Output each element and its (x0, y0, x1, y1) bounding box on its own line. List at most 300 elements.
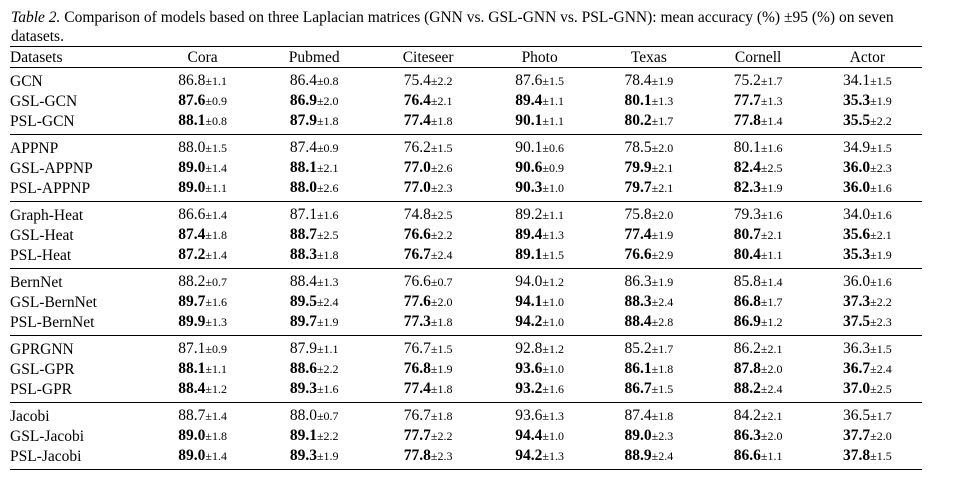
model-name: PSL-Jacobi (10, 446, 148, 470)
mean-accuracy: 85.2 (624, 340, 652, 357)
mean-accuracy: 36.0 (843, 179, 871, 196)
accuracy-cell (813, 446, 922, 470)
mean-accuracy: 87.9 (289, 112, 317, 129)
confidence-interval: ±1.6 (542, 382, 565, 396)
accuracy-cell (813, 111, 922, 135)
accuracy-cell (813, 135, 922, 159)
model-name: Graph-Heat (10, 206, 84, 224)
mean-accuracy: 88.7 (178, 407, 206, 424)
confidence-interval: ±1.1 (205, 362, 227, 376)
accuracy-cell (704, 225, 813, 245)
confidence-interval: ±1.0 (542, 429, 565, 443)
accuracy-cell (704, 403, 813, 427)
accuracy-cell (257, 245, 371, 269)
confidence-interval: ±2.4 (430, 248, 453, 262)
confidence-interval: ±1.8 (651, 362, 674, 376)
mean-accuracy: 77.4 (624, 226, 652, 243)
confidence-interval: ±1.4 (205, 208, 227, 222)
mean-accuracy: 76.7 (403, 340, 431, 357)
mean-accuracy: 88.3 (624, 293, 652, 310)
confidence-interval: ±1.2 (760, 315, 783, 329)
confidence-interval: ±1.9 (651, 74, 674, 88)
mean-accuracy: 88.0 (289, 407, 317, 424)
table-row (10, 269, 922, 293)
model-name: PSL-GPR (10, 379, 148, 403)
confidence-interval: ±1.9 (760, 181, 783, 195)
confidence-interval: ±1.7 (760, 74, 783, 88)
mean-accuracy: 87.2 (178, 246, 206, 263)
confidence-interval: ±1.5 (651, 382, 674, 396)
accuracy-cell (148, 359, 257, 379)
accuracy-cell (704, 178, 813, 202)
confidence-interval: ±1.4 (205, 161, 227, 175)
accuracy-cell (594, 379, 703, 403)
confidence-interval: ±1.3 (542, 449, 565, 463)
accuracy-cell (594, 245, 703, 269)
confidence-interval: ±2.1 (316, 161, 339, 175)
mean-accuracy: 88.4 (289, 273, 317, 290)
mean-accuracy: 94.2 (515, 447, 543, 464)
mean-accuracy: 79.9 (624, 159, 652, 176)
table-header (10, 47, 922, 68)
confidence-interval: ±1.6 (205, 295, 227, 309)
accuracy-cell (594, 446, 703, 470)
mean-accuracy: 85.8 (733, 273, 761, 290)
accuracy-cell (148, 111, 257, 135)
accuracy-cell (704, 269, 813, 293)
mean-accuracy: 88.7 (289, 226, 317, 243)
accuracy-cell (594, 135, 703, 159)
mean-accuracy: 94.0 (515, 273, 543, 290)
mean-accuracy: 80.1 (624, 92, 652, 109)
confidence-interval: ±1.4 (760, 114, 783, 128)
confidence-interval: ±0.7 (316, 409, 339, 423)
mean-accuracy: 86.6 (733, 447, 761, 464)
mean-accuracy: 87.9 (289, 340, 317, 357)
confidence-interval: ±2.2 (316, 429, 339, 443)
mean-accuracy: 34.9 (843, 139, 871, 156)
confidence-interval: ±1.8 (430, 382, 453, 396)
column-header-citeseer: Citeseer (402, 48, 454, 66)
column-header-actor: Actor (849, 48, 886, 66)
accuracy-cell (371, 135, 485, 159)
accuracy-cell (485, 178, 594, 202)
mean-accuracy: 76.6 (403, 226, 431, 243)
confidence-interval: ±1.9 (651, 275, 674, 289)
accuracy-cell (371, 336, 485, 360)
mean-accuracy: 86.8 (733, 293, 761, 310)
confidence-interval: ±0.9 (542, 161, 565, 175)
accuracy-cell (485, 245, 594, 269)
mean-accuracy: 35.5 (843, 112, 871, 129)
accuracy-cell (704, 292, 813, 312)
model-group (10, 336, 922, 403)
accuracy-cell (371, 269, 485, 293)
confidence-interval: ±1.7 (651, 342, 674, 356)
accuracy-cell (148, 135, 257, 159)
mean-accuracy: 76.6 (403, 273, 431, 290)
confidence-interval: ±1.6 (870, 275, 892, 289)
confidence-interval: ±2.4 (651, 295, 674, 309)
mean-accuracy: 88.1 (178, 360, 206, 377)
mean-accuracy: 89.4 (515, 92, 543, 109)
accuracy-cell (257, 225, 371, 245)
accuracy-cell (704, 111, 813, 135)
accuracy-cell (813, 91, 922, 111)
confidence-interval: ±2.3 (430, 449, 453, 463)
mean-accuracy: 86.1 (624, 360, 652, 377)
confidence-interval: ±1.5 (870, 74, 892, 88)
accuracy-cell (594, 292, 703, 312)
confidence-interval: ±1.8 (651, 409, 674, 423)
accuracy-cell (485, 312, 594, 336)
accuracy-cell (148, 158, 257, 178)
accuracy-cell (813, 225, 922, 245)
mean-accuracy: 77.3 (403, 313, 431, 330)
mean-accuracy: 89.5 (289, 293, 317, 310)
model-name: GSL-GCN (10, 92, 78, 110)
mean-accuracy: 86.3 (624, 273, 652, 290)
mean-accuracy: 76.2 (403, 139, 431, 156)
accuracy-cell (813, 336, 922, 360)
accuracy-cell (704, 158, 813, 178)
accuracy-cell (704, 245, 813, 269)
confidence-interval: ±2.1 (651, 161, 674, 175)
mean-accuracy: 36.7 (843, 360, 871, 377)
model-group (10, 68, 922, 135)
accuracy-cell (371, 111, 485, 135)
accuracy-cell (485, 135, 594, 159)
accuracy-cell (371, 202, 485, 226)
accuracy-cell (485, 292, 594, 312)
accuracy-cell (594, 202, 703, 226)
mean-accuracy: 89.0 (178, 179, 206, 196)
accuracy-cell (704, 91, 813, 111)
confidence-interval: ±2.0 (316, 94, 339, 108)
model-name: GSL-Heat (10, 226, 74, 244)
mean-accuracy: 88.4 (624, 313, 652, 330)
mean-accuracy: 87.8 (733, 360, 761, 377)
mean-accuracy: 87.1 (289, 206, 317, 223)
accuracy-cell (813, 178, 922, 202)
confidence-interval: ±1.1 (316, 342, 339, 356)
model-name: PSL-BernNet (10, 312, 148, 336)
table-row (10, 245, 922, 269)
confidence-interval: ±1.2 (205, 382, 227, 396)
table-label: Table 2. (11, 9, 61, 26)
confidence-interval: ±2.2 (430, 74, 453, 88)
accuracy-cell (371, 225, 485, 245)
mean-accuracy: 89.0 (624, 427, 652, 444)
confidence-interval: ±2.2 (870, 114, 892, 128)
accuracy-cell (257, 359, 371, 379)
confidence-interval: ±1.0 (542, 295, 565, 309)
mean-accuracy: 37.7 (843, 427, 871, 444)
confidence-interval: ±1.5 (205, 141, 227, 155)
confidence-interval: ±1.5 (542, 248, 565, 262)
mean-accuracy: 89.1 (289, 427, 317, 444)
accuracy-cell (485, 68, 594, 92)
mean-accuracy: 34.1 (843, 72, 871, 89)
accuracy-cell (371, 178, 485, 202)
accuracy-cell (148, 379, 257, 403)
accuracy-cell (813, 312, 922, 336)
confidence-interval: ±1.9 (870, 94, 892, 108)
confidence-interval: ±2.0 (760, 362, 783, 376)
mean-accuracy: 76.4 (403, 92, 431, 109)
confidence-interval: ±0.6 (542, 141, 565, 155)
model-name: PSL-Heat (10, 245, 148, 269)
confidence-interval: ±1.9 (316, 449, 339, 463)
mean-accuracy: 88.1 (178, 112, 206, 129)
accuracy-cell (371, 245, 485, 269)
mean-accuracy: 77.8 (733, 112, 761, 129)
accuracy-cell (594, 225, 703, 245)
confidence-interval: ±2.1 (760, 228, 783, 242)
confidence-interval: ±0.7 (430, 275, 453, 289)
column-header-pubmed: Pubmed (288, 48, 340, 66)
confidence-interval: ±2.0 (870, 429, 892, 443)
mean-accuracy: 80.4 (733, 246, 761, 263)
mean-accuracy: 37.0 (843, 380, 871, 397)
confidence-interval: ±2.5 (430, 208, 453, 222)
confidence-interval: ±0.9 (205, 342, 227, 356)
confidence-interval: ±1.3 (542, 228, 565, 242)
mean-accuracy: 90.3 (515, 179, 543, 196)
confidence-interval: ±1.0 (542, 362, 565, 376)
table-caption (11, 8, 936, 46)
confidence-interval: ±2.1 (430, 94, 453, 108)
confidence-interval: ±1.5 (870, 342, 892, 356)
confidence-interval: ±1.9 (870, 248, 892, 262)
accuracy-cell (257, 269, 371, 293)
confidence-interval: ±1.8 (430, 114, 453, 128)
mean-accuracy: 94.2 (515, 313, 543, 330)
mean-accuracy: 76.8 (403, 360, 431, 377)
mean-accuracy: 88.6 (289, 360, 317, 377)
confidence-interval: ±2.3 (430, 181, 453, 195)
mean-accuracy: 88.2 (178, 273, 206, 290)
mean-accuracy: 89.2 (515, 206, 543, 223)
confidence-interval: ±2.3 (870, 161, 892, 175)
confidence-interval: ±1.3 (651, 94, 674, 108)
mean-accuracy: 75.2 (733, 72, 761, 89)
column-header-datasets: Datasets (10, 48, 63, 66)
accuracy-cell (594, 426, 703, 446)
accuracy-cell (371, 379, 485, 403)
mean-accuracy: 86.6 (178, 206, 206, 223)
confidence-interval: ±2.2 (870, 295, 892, 309)
confidence-interval: ±2.6 (430, 161, 453, 175)
accuracy-cell (257, 379, 371, 403)
model-name: GPRGNN (10, 340, 74, 358)
confidence-interval: ±1.1 (542, 94, 565, 108)
mean-accuracy: 86.9 (289, 92, 317, 109)
mean-accuracy: 74.8 (403, 206, 431, 223)
confidence-interval: ±1.6 (760, 208, 783, 222)
confidence-interval: ±1.5 (542, 74, 565, 88)
accuracy-cell (704, 359, 813, 379)
accuracy-cell (704, 446, 813, 470)
mean-accuracy: 93.2 (515, 380, 543, 397)
mean-accuracy: 77.8 (403, 447, 431, 464)
accuracy-cell (257, 178, 371, 202)
table-row (10, 446, 922, 470)
confidence-interval: ±1.6 (316, 208, 339, 222)
accuracy-cell (257, 158, 371, 178)
accuracy-cell (148, 403, 257, 427)
mean-accuracy: 90.6 (515, 159, 543, 176)
confidence-interval: ±1.8 (430, 409, 453, 423)
accuracy-cell (371, 292, 485, 312)
table-row (10, 359, 922, 379)
accuracy-cell (485, 446, 594, 470)
accuracy-cell (148, 245, 257, 269)
mean-accuracy: 77.7 (403, 427, 431, 444)
confidence-interval: ±1.4 (760, 275, 783, 289)
mean-accuracy: 89.7 (289, 313, 317, 330)
confidence-interval: ±1.6 (760, 141, 783, 155)
mean-accuracy: 37.8 (843, 447, 871, 464)
mean-accuracy: 89.3 (289, 380, 317, 397)
accuracy-cell (813, 202, 922, 226)
mean-accuracy: 36.5 (843, 407, 871, 424)
model-name: BernNet (10, 273, 63, 291)
accuracy-cell (704, 135, 813, 159)
mean-accuracy: 76.7 (403, 407, 431, 424)
confidence-interval: ±1.7 (760, 295, 783, 309)
confidence-interval: ±1.4 (205, 248, 227, 262)
column-header-photo: Photo (521, 48, 558, 66)
accuracy-cell (594, 269, 703, 293)
results-table (10, 46, 922, 470)
confidence-interval: ±0.8 (316, 74, 339, 88)
confidence-interval: ±2.6 (316, 181, 339, 195)
model-name: GCN (10, 72, 43, 90)
mean-accuracy: 77.6 (403, 293, 431, 310)
confidence-interval: ±2.3 (870, 315, 892, 329)
table-row (10, 426, 922, 446)
mean-accuracy: 37.5 (843, 313, 871, 330)
mean-accuracy: 89.7 (178, 293, 206, 310)
mean-accuracy: 89.3 (289, 447, 317, 464)
model-name: GSL-APPNP (10, 159, 93, 177)
confidence-interval: ±1.4 (205, 449, 227, 463)
mean-accuracy: 89.1 (515, 246, 543, 263)
accuracy-cell (485, 403, 594, 427)
accuracy-cell (257, 202, 371, 226)
accuracy-cell (594, 178, 703, 202)
mean-accuracy: 37.3 (843, 293, 871, 310)
accuracy-cell (594, 91, 703, 111)
header-row (10, 47, 922, 68)
model-group (10, 135, 922, 202)
confidence-interval: ±1.1 (542, 114, 565, 128)
table-row (10, 135, 922, 159)
confidence-interval: ±1.3 (316, 275, 339, 289)
mean-accuracy: 36.0 (843, 273, 871, 290)
confidence-interval: ±2.0 (651, 208, 674, 222)
confidence-interval: ±2.5 (316, 228, 339, 242)
accuracy-cell (148, 225, 257, 245)
accuracy-cell (371, 446, 485, 470)
accuracy-cell (813, 359, 922, 379)
mean-accuracy: 82.3 (733, 179, 761, 196)
mean-accuracy: 86.9 (733, 313, 761, 330)
accuracy-cell (594, 312, 703, 336)
mean-accuracy: 88.2 (733, 380, 761, 397)
accuracy-cell (704, 426, 813, 446)
confidence-interval: ±1.7 (651, 114, 674, 128)
confidence-interval: ±1.8 (205, 228, 227, 242)
mean-accuracy: 94.4 (515, 427, 543, 444)
accuracy-cell (704, 336, 813, 360)
mean-accuracy: 35.6 (843, 226, 871, 243)
accuracy-cell (813, 403, 922, 427)
accuracy-cell (257, 91, 371, 111)
model-name: PSL-APPNP (10, 178, 148, 202)
confidence-interval: ±1.0 (542, 315, 565, 329)
mean-accuracy: 88.4 (178, 380, 206, 397)
accuracy-cell (813, 426, 922, 446)
confidence-interval: ±2.1 (651, 181, 674, 195)
accuracy-cell (371, 312, 485, 336)
confidence-interval: ±1.8 (316, 248, 339, 262)
table-row (10, 403, 922, 427)
model-name: GSL-Jacobi (10, 427, 85, 445)
accuracy-cell (371, 158, 485, 178)
table-row (10, 202, 922, 226)
confidence-interval: ±1.3 (542, 409, 565, 423)
model-name: PSL-GCN (10, 111, 148, 135)
mean-accuracy: 90.1 (515, 112, 543, 129)
mean-accuracy: 89.0 (178, 427, 206, 444)
confidence-interval: ±1.1 (542, 208, 565, 222)
accuracy-cell (485, 379, 594, 403)
confidence-interval: ±2.4 (870, 362, 892, 376)
mean-accuracy: 80.1 (733, 139, 761, 156)
accuracy-cell (148, 336, 257, 360)
mean-accuracy: 92.8 (515, 340, 543, 357)
accuracy-cell (704, 202, 813, 226)
accuracy-cell (813, 269, 922, 293)
accuracy-cell (594, 336, 703, 360)
accuracy-cell (257, 111, 371, 135)
accuracy-cell (148, 426, 257, 446)
confidence-interval: ±2.4 (760, 382, 783, 396)
mean-accuracy: 75.8 (624, 206, 652, 223)
accuracy-cell (594, 111, 703, 135)
table-row (10, 225, 922, 245)
table-row (10, 68, 922, 92)
mean-accuracy: 87.4 (178, 226, 206, 243)
mean-accuracy: 80.7 (733, 226, 761, 243)
mean-accuracy: 86.8 (178, 72, 206, 89)
mean-accuracy: 84.2 (733, 407, 761, 424)
accuracy-cell (257, 312, 371, 336)
mean-accuracy: 89.4 (515, 226, 543, 243)
accuracy-cell (371, 359, 485, 379)
mean-accuracy: 36.3 (843, 340, 871, 357)
mean-accuracy: 88.3 (289, 246, 317, 263)
confidence-interval: ±1.8 (316, 114, 339, 128)
mean-accuracy: 35.3 (843, 246, 871, 263)
confidence-interval: ±1.7 (870, 409, 892, 423)
confidence-interval: ±1.9 (430, 362, 453, 376)
accuracy-cell (813, 292, 922, 312)
confidence-interval: ±1.6 (870, 208, 892, 222)
accuracy-cell (485, 225, 594, 245)
